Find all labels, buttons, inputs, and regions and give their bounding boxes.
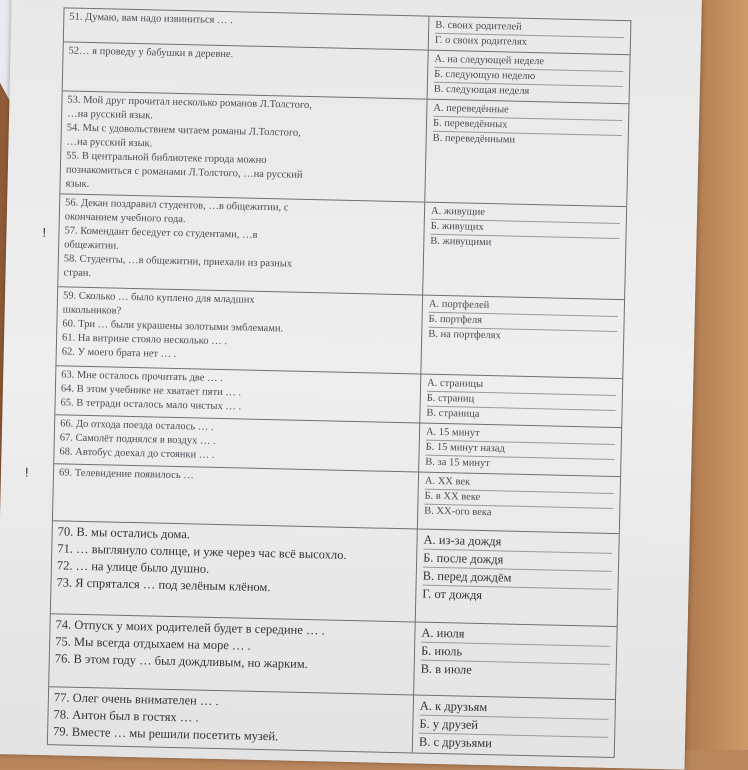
answer-option: А. страницы (427, 377, 616, 396)
question-text: 55. В центральной библиотеке города можно (66, 150, 267, 166)
question-text: 51. Думаю, вам надо извиниться … . (69, 11, 233, 27)
answer-option: А. переведённые (433, 102, 622, 121)
answer-options-cell (419, 424, 621, 477)
question-text: 62. У моего брата нет … . (61, 346, 177, 360)
question-text: 59. Сколько … было куплено для младших (62, 290, 255, 306)
question-text: 73. Я спрятался … под зелёным клёном. (56, 575, 271, 595)
exercise-row (56, 287, 624, 379)
answer-option: Б. в XX веке (424, 490, 613, 509)
answer-option: В. с друзьями (418, 734, 493, 751)
question-text: 72. … на улице было душно. (56, 558, 210, 576)
answer-option: А. 15 минут (426, 426, 615, 445)
question-text: 60. Три … были украшены золотыми эмблемами. (62, 318, 284, 335)
question-text: стран. (63, 267, 92, 280)
question-text: 68. Автобус доехал до стоянки … . (59, 446, 215, 461)
answer-option: Г. от дождя (422, 586, 483, 602)
answer-option: Б. портфеля (428, 313, 617, 332)
question-text: общежитии. (64, 239, 119, 252)
answer-option: А. XX век (425, 475, 614, 494)
answer-options-cell (429, 17, 631, 55)
answer-options-cell (420, 375, 622, 428)
answer-option: А. к друзьям (420, 698, 609, 720)
exercise-row (48, 687, 615, 758)
answer-option: А. из-за дождя (423, 532, 612, 554)
answer-option: А. июля (421, 625, 610, 647)
answer-option: В. за 15 минут (425, 456, 491, 470)
question-cell (63, 42, 429, 98)
margin-exclamation-mark: ! (24, 464, 29, 480)
answer-option: Б. переведённых (433, 117, 622, 136)
question-cell (49, 614, 416, 694)
question-text: …на русский язык. (67, 108, 154, 122)
answer-option: В. на портфелях (428, 328, 501, 342)
answer-options-cell (421, 296, 624, 379)
question-text: 71. … выглянуло солнце, и уже через час всё высохло. (57, 541, 347, 562)
answer-option: Б. живущих (431, 220, 620, 239)
answer-option: В. перед дождём (423, 568, 612, 590)
answer-option: Б. 15 минут назад (425, 441, 614, 460)
question-text: 64. В этом учебнике не хватает пяти … . (60, 383, 242, 399)
answer-options-cell (425, 100, 628, 207)
answer-options-cell (428, 51, 630, 104)
answer-option: В. переведёнными (432, 132, 516, 146)
answer-options-cell (413, 695, 615, 757)
question-text: 53. Мой друг прочитал несколько романов Л.Толстого, (67, 94, 312, 112)
question-text: 70. В. мы остались дома. (57, 524, 191, 542)
answer-option: Б. следующую неделю (434, 68, 623, 87)
answer-options-cell (414, 622, 617, 699)
answer-option: В. живущими (430, 235, 492, 249)
answer-options-cell (423, 203, 626, 300)
exercise-row (49, 614, 617, 700)
question-text: познакомиться с романами Л.Толстого, …на русский (65, 164, 303, 181)
question-text: 67. Самолёт поднялся в воздух … . (59, 432, 216, 447)
answer-option: В. своих родителей (435, 19, 624, 38)
exercise-row (60, 91, 628, 207)
question-cell (51, 521, 418, 621)
question-cell (60, 91, 427, 201)
question-text: 74. Отпуск у моих родителей будет в середине … . (55, 617, 325, 638)
question-text: 58. Студенты, …в общежитии, приехали из разных (63, 253, 293, 270)
question-text: 69. Телевидение появилось … (58, 467, 194, 482)
question-cell (53, 464, 419, 528)
answer-option: Б. у друзей (419, 716, 608, 738)
exercise-row (58, 194, 626, 300)
question-text: язык. (65, 178, 90, 190)
answer-option: А. живущие (431, 205, 620, 224)
question-text: 61. На витрине стояло несколько … . (61, 332, 228, 348)
question-cell (48, 687, 414, 752)
question-cell (55, 366, 421, 422)
question-text: 52… я проведу у бабушки в деревне. (68, 45, 234, 61)
question-text: …на русский язык. (66, 136, 153, 150)
question-text: 63. Мне осталось прочитать две … . (61, 369, 223, 385)
question-text: 65. В тетради осталось мало чистых … . (60, 397, 242, 413)
question-text: 78. Антон был в гостях … . (53, 707, 199, 725)
answer-option: В. XX-ого века (424, 505, 492, 519)
question-cell (58, 194, 425, 294)
answer-option: В. в июле (420, 661, 472, 677)
question-text: 79. Вместе … мы решили посетить музей. (52, 724, 279, 744)
exercise-row (51, 521, 619, 627)
question-text: школьников? (62, 304, 122, 317)
answer-option: Б. после дождя (423, 550, 612, 572)
question-text: 57. Комендант беседует со студентами, …в (64, 225, 258, 241)
answer-option: А. на следующей неделе (434, 53, 623, 72)
answer-options-cell (416, 530, 619, 627)
question-cell (56, 287, 423, 373)
answer-option: Г. о своих родителях (434, 34, 528, 48)
answer-option: Б. страниц (427, 392, 616, 411)
answer-option: А. портфелей (429, 298, 618, 317)
question-text: 66. До отхода поезда осталось … . (60, 418, 214, 433)
answer-options-cell (418, 473, 620, 534)
margin-exclamation-mark: ! (42, 224, 47, 241)
question-text: 75. Мы всегда отдыхаем на море … . (55, 634, 251, 653)
question-text: 54. Мы с удовольствием читаем романы Л.Толстого, (66, 122, 301, 139)
grammar-exercise-table (47, 7, 632, 758)
answer-option: В. следующая неделя (433, 83, 530, 97)
question-text: окончанием учебного года. (64, 211, 186, 226)
question-text: 77. Олег очень внимателен … . (53, 690, 219, 709)
question-text: 76. В этом году … был дождливым, но жарким. (54, 651, 308, 672)
question-text: 56. Декан поздравил студентов, …в общежитии, с (65, 197, 289, 214)
answer-option: В. страница (426, 407, 480, 420)
answer-option: Б. июль (421, 643, 610, 665)
question-cell (54, 415, 420, 471)
